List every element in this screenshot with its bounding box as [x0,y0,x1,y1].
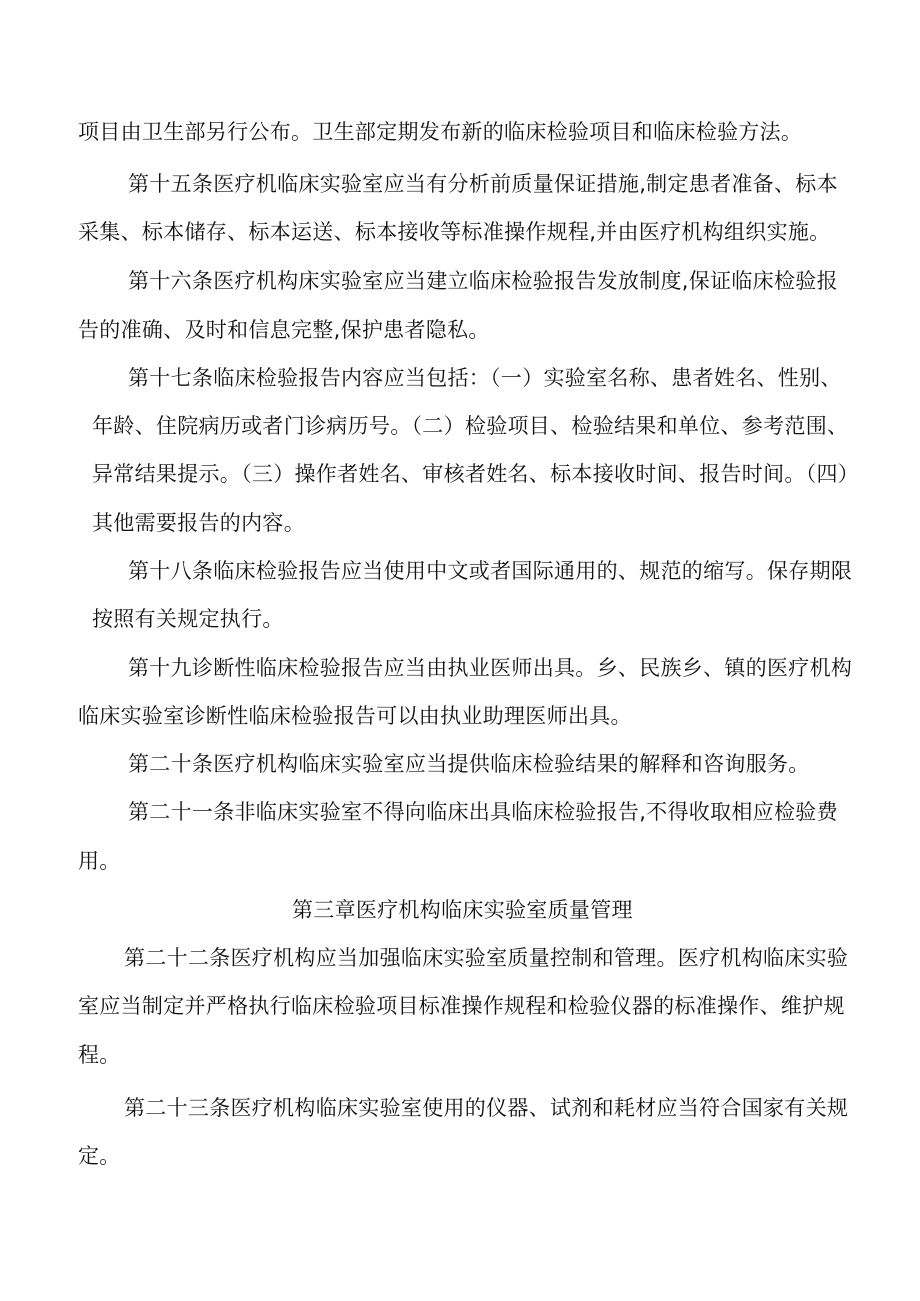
text-line: 按照有关规定执行。 [92,607,284,631]
text-line: 室应当制定并严格执行临床检验项目标准操作规程和检验仪器的标准操作、维护规 [78,994,845,1018]
paragraph-line: 第十八条临床检验报告应当使用中文或者国际通用的、规范的缩写。保存期限 [128,559,853,583]
paragraph-line: 第二十二条医疗机构应当加强临床实验室质量控制和管理。医疗机构临床实验 [124,946,849,970]
text-line: 年龄、住院病历或者门诊病历号。（二）检验项目、检验结果和单位、参考范围、 [92,414,849,438]
text-line: 其他需要报告的内容。 [92,511,305,535]
text-line: 临床实验室诊断性临床检验报告可以由执业助理医师出具。 [78,704,632,728]
text-line: 采集、标本储存、标本运送、标本接收等标准操作规程,并由医疗机构组织实施。 [78,220,831,244]
paragraph-line: 第十六条医疗机构床实验室应当建立临床检验报告发放制度,保证临床检验报 [128,269,838,293]
paragraph-line: 第十九诊断性临床检验报告应当由执业医师出具。乡、民族乡、镇的医疗机构 [128,656,853,680]
text-line: 定。 [78,1144,121,1168]
paragraph-line: 第十五条医疗机临床实验室应当有分析前质量保证措施,制定患者准备、标本 [128,172,838,196]
chapter-heading: 第三章医疗机构临床实验室质量管理 [292,898,633,922]
paragraph-line: 第十七条临床检验报告内容应当包括：（一）实验室名称、患者姓名、性别、 [128,366,842,390]
paragraph-line: 第二十条医疗机构临床实验室应当提供临床检验结果的解释和咨询服务。 [128,752,810,776]
paragraph-line: 第二十一条非临床实验室不得向临床出具临床检验报告,不得收取相应检验费 [128,800,838,824]
text-line: 用。 [78,849,121,873]
paragraph-line: 第二十三条医疗机构临床实验室使用的仪器、试剂和耗材应当符合国家有关规 [124,1096,849,1120]
text-line: 项目由卫生部另行公布。卫生部定期发布新的临床检验项目和临床检验方法。 [78,120,803,144]
text-line: 程。 [78,1043,121,1067]
text-line: 告的准确、及时和信息完整,保护患者隐私。 [78,318,490,342]
text-line: 异常结果提示。（三）操作者姓名、审核者姓名、标本接收时间、报告时间。（四） [92,462,860,486]
